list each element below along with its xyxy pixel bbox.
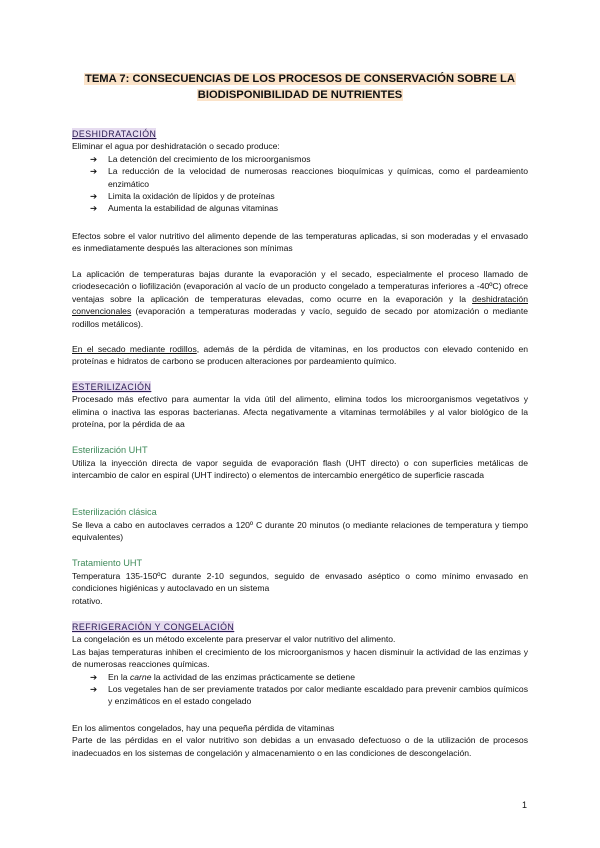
page-title (72, 71, 528, 103)
list-item: ➔ La reducción de la velocidad de numerosas reacciones bioquímicas y químicas, como el pardeamiento enzimático (90, 166, 528, 189)
heading-esterilizacion: ESTERILIZACIÓN (72, 382, 152, 392)
arrow-icon: ➔ (90, 166, 98, 177)
arrow-icon: ➔ (90, 153, 98, 164)
heading-deshidratacion: DESHIDRATACIÓN (72, 129, 157, 139)
deshidratacion-paragraph-3: En el secado mediante rodillos, además de la pérdida de vitaminas, en los productos con elevado contenido en proteínas e hidratos de carbono se producen alteraciones por pardeamiento químico. (72, 344, 529, 367)
section-esterilizacion (72, 381, 528, 431)
deshidratacion-paragraph-2: La aplicación de temperaturas bajas durante la evaporación y el secado, especialmente el proceso llamado de criodesecación o liofilización (evaporación al vacío de un producto congelado a temperaturas inferiores a -40ºC) ofrece ventajas sobre la aplicación de temperaturas elevadas, como ocurre en la evaporación y la deshidratación convencionales (evaporación a temperaturas moderadas y vacío, seguido de secado por atomización o mediante rodillos metálicos). (72, 269, 528, 329)
heading-esterilizacion-clasica: Esterilización clásica (72, 507, 157, 517)
section-esterilizacion-uht: Esterilización UHT Utiliza la inyección directa de vapor seguida de evaporación flash (UHT directo) o con superficies metálicas de intercambio de calor en espiral (UHT indirecto) o elementos de intercambio energético de superficie rascada (72, 445, 528, 481)
underlined-term: deshidratación convencionales (72, 293, 528, 317)
list-item: ➔ Limita la oxidación de lípidos y de proteínas (90, 191, 275, 202)
deshidratacion-intro: Eliminar el agua por deshidratación o secado produce: (72, 141, 280, 152)
section-esterilizacion-clasica: Esterilización clásica Se lleva a cabo en autoclaves cerrados a 120º C durante 20 minutos (o mediante relaciones de temperatura y tiempo equivalentes) (72, 507, 528, 543)
section-refrigeracion: REFRIGERACIÓN Y CONGELACIÓN La congelación es un método excelente para preservar el valor nutritivo del alimento. Las bajas temperaturas inhiben el crecimiento de los microorganismos y hacen disminuir la actividad de las enzimas y de numerosas reacciones químicas. ➔ En la carne la actividad de las enzimas prácticamente se detiene ➔ Los vegetales han de ser previamente tratados por calor mediante escaldado para prevenir cambios químicos y enzimáticos en el estado congelado (72, 622, 528, 707)
arrow-icon: ➔ (90, 191, 98, 202)
underlined-term: En el secado mediante rodillos (72, 344, 197, 354)
heading-refrigeracion: REFRIGERACIÓN Y CONGELACIÓN (72, 622, 235, 632)
deshidratacion-paragraph-1: Efectos sobre el valor nutritivo del alimento depende de las temperaturas aplicadas, si son moderadas y el envasado es inmediatamente después las alteraciones son mínimas (72, 231, 528, 254)
list-item: ➔ La detención del crecimiento de los microorganismos (90, 153, 311, 164)
heading-tratamiento-uht: Tratamiento UHT (72, 558, 143, 568)
list-item: ➔ En la carne la actividad de las enzimas prácticamente se detiene (90, 671, 355, 682)
esterilizacion-text: Procesado más efectivo para aumentar la vida útil del alimento, elimina todos los microorganismos vegetativos y elimina o inactiva las esporas bacterianas. Afecta negativamente a vitaminas termolábiles y al valor biológico de la proteína, por la pérdida de aa (72, 394, 528, 430)
page-number: 1 (522, 800, 528, 810)
arrow-icon: ➔ (90, 684, 98, 695)
title-line-2: BIODISPONIBILIDAD DE NUTRIENTES (197, 89, 403, 101)
list-item: ➔ Los vegetales han de ser previamente tratados por calor mediante escaldado para prevenir cambios químicos y enzimáticos en el estado congelado (90, 684, 528, 707)
title-line-1: TEMA 7: CONSECUENCIAS DE LOS PROCESOS DE CONSERVACIÓN SOBRE LA (85, 73, 515, 85)
section-tratamiento-uht: Tratamiento UHT Temperatura 135-150ºC durante 2-10 segundos, seguido de envasado aséptico o como mínimo envasado en condiciones higiénicas y autoclavado en un sistema rotativo. (72, 558, 528, 606)
list-item: ➔ Aumenta la estabilidad de algunas vitaminas (90, 203, 279, 214)
arrow-icon: ➔ (90, 203, 98, 214)
heading-esterilizacion-uht: Esterilización UHT (72, 445, 148, 455)
arrow-icon: ➔ (90, 671, 98, 682)
refrigeracion-closing: En los alimentos congelados, hay una pequeña pérdida de vitaminas Parte de las pérdidas en el valor nutritivo son debidas a un envasado defectuoso o de la utilización de procesos inadecuados en los sistemas de congelación y almacenamiento o en las condiciones de descongelación. (72, 723, 528, 758)
section-deshidratacion (72, 128, 528, 215)
